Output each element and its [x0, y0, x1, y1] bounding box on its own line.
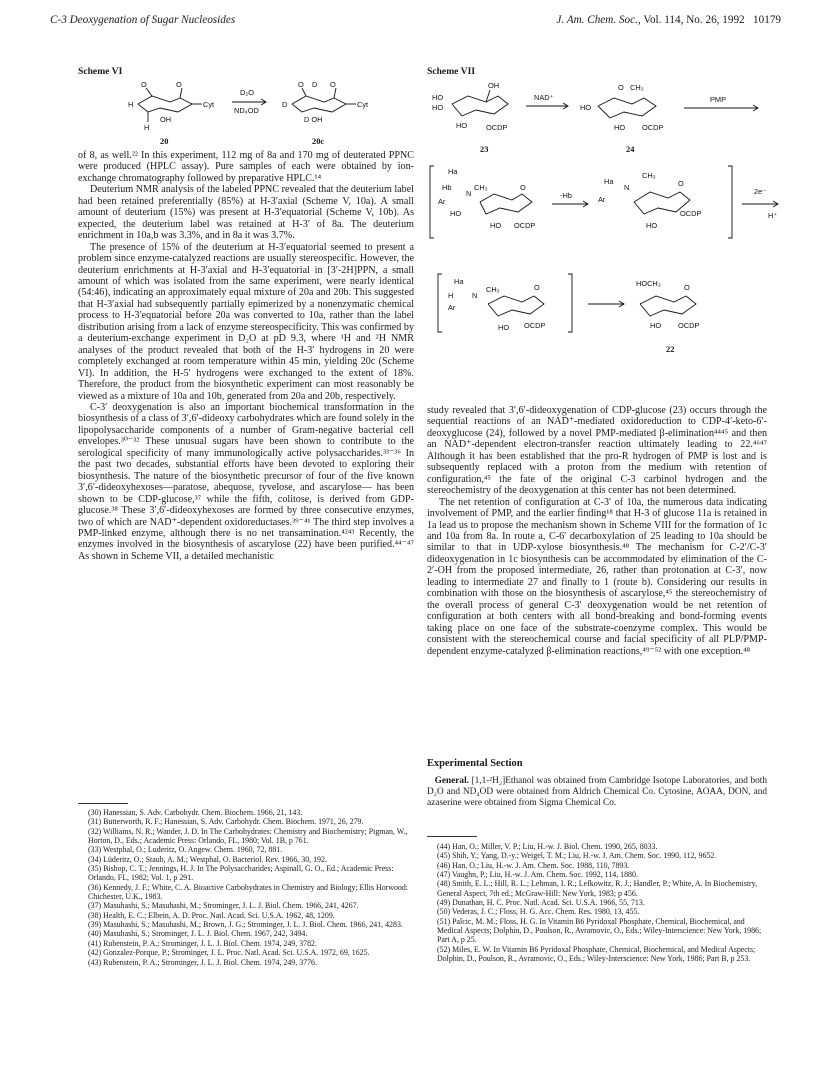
- reference: (32) Williams, N. R.; Wander, J. D. In The Carbohydrates: Chemistry and Biochemistry; Pigman, W., Horton, D., Eds.; Academic Press: Orlando, FL, 1980; Vol. 1B, p 761.: [88, 826, 408, 846]
- cyt-20c: Cyt: [357, 100, 369, 109]
- atom-D2-20c: D: [312, 80, 318, 89]
- atom-Ha-int1: Ha: [448, 167, 458, 176]
- ring-24: [598, 98, 656, 118]
- atom-O-int1: O: [520, 183, 526, 192]
- reagent-d2o: D₂O: [240, 88, 254, 97]
- reference: (36) Kennedy, J. F.; White, C. A. Bioactive Carbohydrates in Chemistry and Biology; Ellis Horwood: Chichester, U.K., 1983.: [88, 882, 408, 902]
- carbonyl-bond: [146, 88, 152, 96]
- ring-int3: [488, 296, 544, 316]
- reagent-nd4od: ND₄OD: [234, 106, 259, 115]
- reference: (41) Rubenstein, P. A.; Strominger, J. L. J. Biol. Chem. 1974, 249, 3782.: [88, 938, 317, 948]
- compound-20: 20: [160, 137, 169, 146]
- right-column: [427, 405, 767, 657]
- atom-O-20c: O: [330, 80, 336, 89]
- atom-Ar-int2: Ar: [598, 195, 606, 204]
- bracket-left: [430, 166, 434, 238]
- atom-O-carbonyl-20: O: [141, 80, 147, 89]
- atom-HO-23a: HO: [432, 93, 444, 102]
- header-citation: [556, 14, 781, 26]
- ring-20: [138, 96, 192, 112]
- header-volume: Vol. 114, No. 26, 1992: [643, 14, 745, 26]
- atom-OH-23: OH: [488, 81, 500, 90]
- reference: (52) Miles, E. W. In Vitamin B6 Pyridoxal Phosphate, Chemical, Biochemical, and Medical Aspects; Dolphin, D., Poulson, R., Avramovic, O., Eds.; Wiley-Interscience: New York, 1986; Part B, p 253.: [437, 944, 756, 964]
- reagent-nad: NAD⁺: [534, 93, 554, 102]
- paragraph: of 8, as well.²² In this experiment, 112 mg of 8a and 170 mg of deuterated PPNC were produced (HPLC assay). Pure samples of each were obtained by ion-exchange chromatography followed by preparative HPLC.¹⁴: [78, 150, 414, 184]
- atom-N-int3: N: [472, 291, 478, 300]
- experimental-general: [427, 776, 767, 808]
- atom-HOCH3-22: HOCH₃: [636, 279, 661, 288]
- bracket-right: [728, 166, 732, 238]
- atom-HO-22: HO: [650, 321, 662, 330]
- bracket-right-2: [568, 274, 572, 332]
- compound-24: 24: [626, 145, 635, 154]
- atom-Ha-int2: Ha: [604, 177, 614, 186]
- scheme-vii-structure: [428, 78, 788, 398]
- atom-H2-20: H: [144, 123, 150, 132]
- header-journal: J. Am. Chem. Soc.,: [556, 14, 641, 26]
- reference: (31) Butterworth, R. F.; Hanessian, S. Adv. Carbohydr. Chem. Biochem. 1971, 26, 279.: [88, 817, 364, 827]
- left-column: [78, 150, 414, 562]
- atom-Ar-int3: Ar: [448, 303, 456, 312]
- reference: (40) Masuhashi, S.; Strominger, J. L. J. Biol. Chem. 1967, 242, 3494.: [88, 929, 308, 939]
- atom-D-20c: D: [282, 100, 288, 109]
- atom-OCDP-int2: OCDP: [680, 209, 702, 218]
- atom-OCDP-int1: OCDP: [514, 221, 536, 230]
- paragraph: The net retention of configuration at C-3′ of 10a, the numerous data indicating involvement of PMP, and the earlier finding¹⁸ that H-3 of glucose 11a is retained in 1a lead us to propose the mechanism shown in Scheme VIII for the formation of 1c and 10a from 8a. In route a, C-6′ decarboxylation of 25 leading to 10a should be similar to that in UDP-xylose biosynthesis.⁴⁸ The mechanism for C-2′/C-3′ dideoxygenation in 1c biosynthesis can be accommodated by elimination of the C-2′-OH from the proposed intermediate, 26, rather than protonation at C-3′, now leading to intermediate 27 and finally to 1 (route b). Considering our results in combination with those on the biosynthesis of ascarylose,⁴⁵ the stereochemistry of the overall process of general C-3′ deoxygenation would be net retention of configuration at both centers with all bond-breaking and bond-forming events taking place on one face of the substrate-coenzyme complex. This would be consistent with the stereochemical course and facial specificity of all PLP/PMP-dependent enzyme-catalyzed β-elimination reactions,⁴⁹⁻⁵² with one exception.⁴⁸: [427, 496, 767, 657]
- ring-bond: [180, 88, 182, 98]
- paragraph: C-3′ deoxygenation is also an important biochemical transformation in the biosynthesis of a class of 3′,6′-dideoxy carbohydrates which are found solely in the lipopolysaccharide components of a number of Gram-negative bacterial cell envelopes.³⁰⁻³² These unusual sugars have been shown to contribute to the serological specificity of many immunologically active polysaccharides.³³⁻³⁶ In the past two decades, substantial efforts have been devoted to exploring their biosynthesis. The nature of the biosynthetic precursor of four of the five known 3′,6′-dideoxyhexoses—paratose, abequose, tyvelose, and ascarylose— has been shown to be CDP-glucose,³⁷ while the fifth, colitose, is derived from GDP-glucose.³⁸ These 3′,6′-dideoxyhexoses are formed by three consecutive enzymes, two of which are NAD⁺-dependent oxidoreductases.³⁹⁻⁴¹ The third step involves a PMP-linked enzyme, although there is no net transamination.⁴²⁴³ Recently, the enzymes involved in the biosynthesis of ascarylose (22) have been purified.⁴⁴⁻⁴⁷ As shown in Scheme VII, a detailed mechanistic: [78, 401, 414, 562]
- reference: (50) Vederas, J. C.; Floss, H. G. Acc. Chem. Res. 1980, 13, 455.: [437, 907, 640, 917]
- carbonyl-bond-20c: [302, 88, 306, 96]
- atom-H-20: H: [128, 100, 134, 109]
- experimental-section-title: Experimental Section: [427, 758, 523, 769]
- atom-O-20: O: [176, 80, 182, 89]
- general-text: [1,1-²H₂]Ethanol was obtained from Cambridge Isotope Laboratories, and both D₂O and ND₄OD were obtained from Aldrich Chemical Co. Cytosine, AOAA, DON, and azaserine were obtained from Sigma Chemical Co.: [427, 776, 768, 808]
- atom-O-22: O: [684, 283, 690, 292]
- ring-bond-20c: [334, 88, 336, 98]
- header-title: C-3 Deoxygenation of Sugar Nucleosides: [50, 14, 236, 26]
- reference: (48) Smith, E. L.; Hill, R. L.; Lehman, I. R.; Lefkowitz, R. J.; Handler, P.; White, A. In Biochemistry, General Aspect, 7th ed.; McGraw-Hill: New York, 1983; p 456.: [437, 879, 758, 898]
- atom-CH3-24: CH₃: [630, 83, 644, 92]
- scheme-vi-label: Scheme VI: [78, 66, 123, 77]
- atom-DOH-20c: D OH: [304, 115, 323, 124]
- reference: (51) Palcic, M. M.; Floss, H. G. In Vitamin B6 Pyridoxal Phosphate, Chemical, Biochemical, and Medical Aspects; Dolphin, D., Poulson, R., Avramovic, O., Eds.; Wiley-Interscience: New York, 1986; Part A, p 25.: [437, 916, 762, 945]
- reference: (35) Bishop, C. T.; Jennings, H. J. In The Polysaccharides; Aspinall, G. O., Ed.; Academic Press: Orlando, FL, 1982; Vol. 1, p 291.: [88, 864, 394, 883]
- reference: (38) Health, E. C.; Elbein, A. D. Proc. Natl. Acad. Sci. U.S.A. 1962, 48, 1209.: [88, 910, 335, 920]
- reference: (37) Masuhashi, S.; Masuhashi, M.; Strominger, J. L. J. Biol. Chem. 1966, 241, 4267.: [88, 901, 359, 911]
- atom-H-int3: H: [448, 291, 454, 300]
- reagent-pmp: PMP: [710, 95, 727, 104]
- atom-O-carbonyl-20c: O: [298, 80, 304, 89]
- label-proton: H⁺: [768, 211, 778, 220]
- label-2e: 2e⁻: [754, 187, 767, 196]
- reference: (34) Lüderitz, O.; Staub, A. M.; Westphal, O. Bacteriol. Rev. 1966, 30, 192.: [88, 854, 327, 864]
- atom-O-int2: O: [678, 179, 684, 188]
- atom-HO-int1b: HO: [490, 221, 502, 230]
- ring-int1: [480, 194, 532, 214]
- atom-CH3-int2: CH₃: [642, 171, 656, 180]
- compound-22: 22: [666, 345, 675, 354]
- reference: (49) Dunathan, H. C. Proc. Natl. Acad. Sci. U.S.A. 1966, 55, 713.: [437, 898, 645, 908]
- atom-OH-20: OH: [160, 115, 172, 124]
- atom-HO-24b: HO: [614, 123, 626, 132]
- ring-22: [640, 296, 696, 316]
- atom-HO-23b: HO: [432, 103, 444, 112]
- general-label: General.: [434, 776, 469, 786]
- compound-23: 23: [480, 145, 489, 154]
- atom-HO-int1: HO: [450, 209, 462, 218]
- atom-HO-23c: HO: [456, 121, 468, 130]
- atom-OCDP-23: OCDP: [486, 123, 508, 132]
- reference: (33) Westphal, O.; Luderitz, O. Angew. Chem. 1960, 72, 881.: [88, 845, 283, 855]
- reference: (43) Rubenstein, P. A.; Strominger, J. L. J. Biol. Chem. 1974, 249, 3776.: [88, 957, 317, 967]
- atom-N-int1: N: [466, 189, 472, 198]
- label-minus-hb: -Hb: [560, 191, 572, 200]
- paragraph: study revealed that 3′,6′-dideoxygenation of CDP-glucose (23) occurs through the sequential reactions of an NAD⁺-mediated oxidoreduction to CDP-4′-keto-6′-deoxyglucose (24), followed by a novel PMP-mediated β-elimination⁴⁴⁴⁵ and then an NAD⁺-dependent electron-transfer reaction ultimately leading to 22.⁴⁶⁴⁷ Although it has been established that the pro-R hydrogen of PMP is lost and is subsequently replaced with a proton from the medium with retention of configuration,⁴⁵ the fate of the original C-3 carbinol hydrogen and the stereochemistry of the deoxygenation at this center has not been determined.: [427, 405, 767, 497]
- atom-Ha-int3: Ha: [454, 277, 464, 286]
- reference: (45) Shih, Y.; Yang, D.-y.; Weigel, T. M.; Liu, H.-w. J. Am. Chem. Soc. 1990, 112, 9652.: [437, 851, 717, 861]
- reference: (46) Han, O.; Liu, H.-w. J. Am. Chem. Soc. 1988, 110, 7893.: [437, 860, 630, 870]
- scheme-vi-structure: [120, 78, 410, 150]
- paragraph: The presence of 15% of the deuterium at H-3′equatorial seemed to present a problem since enzyme-catalyzed reactions are usually stereospecific. However, the deuterium enrichments at H-3′axial and H-3′equatorial in [3′-2H]PPN, a small amount of which was isolated from the same experiment, were nearly identical (54:46), indicating an approximately equal mixture of 20a and 20b. This suggested that H-3′axial had subsequently partially epimerized by a nonenzymatic chemical process to H-3′equatorial before 20a was converted to 10a, rather than the label distribution arising from a lack of enzyme stereospecificity. This was confirmed by a deuterium-exchange experiment in D₂O at pD 9.3, where ¹H and ²H NMR analyses of the product revealed that both of the H-3′ hydrogens in 20 were completely exchanged at room temperature within 45 min, yielding 20c (Scheme VI). In addition, the H-5′ hydrogens were exchanged to the extent of 18%. Therefore, the product from the biosynthetic experiment can most reasonably be viewed as a mixture of 10a and 10b, generated from 20a and 20b, respectively.: [78, 241, 414, 402]
- ring-23: [452, 96, 508, 116]
- reference: (39) Masuhashi, S.; Masuhashi, M.; Brown, J. G.; Strominger, J. L. J. Biol. Chem. 1966, 241, 4283.: [88, 920, 403, 930]
- atom-Ar-int1: Ar: [438, 197, 446, 206]
- footnote-rule-right: [427, 836, 477, 837]
- atom-Hb-int1: Hb: [442, 183, 452, 192]
- atom-OCDP-int3: OCDP: [524, 321, 546, 330]
- reference: (44) Han, O.; Miller, V. P.; Liu, H.-w. J. Biol. Chem. 1990, 265, 8033.: [437, 842, 658, 851]
- header-page: 10179: [753, 14, 781, 26]
- atom-OCDP-24: OCDP: [642, 123, 664, 132]
- paragraph: Deuterium NMR analysis of the labeled PPNC revealed that the deuterium label had been retained preferentially (85%) at H-3′axial (Scheme V, 10a). A small amount of deuterium (15%) was present at H-3′equatorial (Scheme V, 10b). As expected, the deuterium label was retained at H-3′ of 8a. The deuterium enrichment in 10a,b was 3.3%, and in 8a it was 3.7%.: [78, 184, 414, 242]
- atom-HO-int3: HO: [498, 323, 510, 332]
- references-right: [427, 842, 767, 963]
- references-left: [78, 808, 414, 967]
- reference: (47) Vaughn, P.; Liu, H.-w. J. Am. Chem. Soc. 1992, 114, 1880.: [437, 870, 638, 880]
- reference: (42) Gonzalez-Porque, P.; Strominger, J. L. Proc. Natl. Acad. Sci. U.S.A. 1972, 69, 1625.: [88, 948, 370, 958]
- atom-O-int3: O: [534, 283, 540, 292]
- running-header: [50, 14, 781, 30]
- ring-20c: [292, 96, 346, 112]
- cyt-20: Cyt: [203, 100, 215, 109]
- atom-CH3-int1: CH₃: [474, 183, 488, 192]
- atom-HO-int2: HO: [646, 221, 658, 230]
- atom-CH3-int3: CH₃: [486, 285, 500, 294]
- atom-N-int2: N: [624, 183, 630, 192]
- compound-20c: 20c: [312, 137, 325, 146]
- footnote-rule-left: [78, 803, 128, 804]
- atom-O-24: O: [618, 83, 624, 92]
- bracket-left-2: [438, 274, 442, 332]
- scheme-vii-label: Scheme VII: [427, 66, 476, 77]
- atom-OCDP-22: OCDP: [678, 321, 700, 330]
- atom-HO-24: HO: [580, 103, 592, 112]
- reference: (30) Hanessian, S. Adv. Carbohydr. Chem. Biochem. 1966, 21, 143.: [88, 808, 303, 817]
